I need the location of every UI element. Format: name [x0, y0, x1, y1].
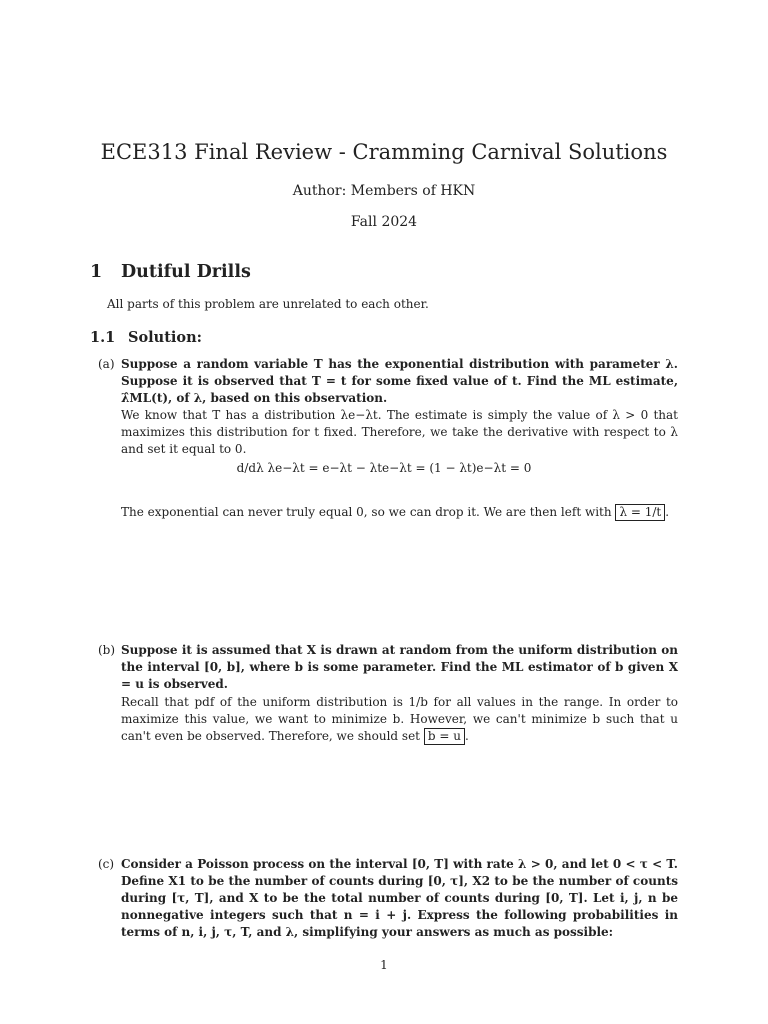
part-a-equation: d/dλ λe−λt = e−λt − λte−λt = (1 − λt)e−λt = 0	[236, 461, 532, 475]
part-b-boxed-result: b = u	[424, 728, 465, 745]
part-b-answer: Recall that pdf of the uniform distribution is 1/b for all values in the range. In order to maximize this value, we want to minimize b. However, we can't minimize b such that u can't even be observed. Therefore, we should set	[121, 695, 678, 743]
part-a-answer: We know that T has a distribution λe−λt. The estimate is simply the value of λ > 0 that maximizes this distribution for t fixed. Therefore, we take the derivative with respect to λ and set it equal to 0.	[121, 408, 678, 456]
subsection-number: 1.1	[90, 329, 116, 346]
date-line: Fall 2024	[350, 214, 418, 230]
section-title: Dutiful Drills	[121, 262, 251, 282]
author-line: Author: Members of HKN	[292, 183, 476, 199]
part-a-question: Suppose a random variable T has the exponential distribution with parameter λ. Suppose it is observed that T = t for some fixed value of t. Find the ML estimate, λ̂ML(t), of λ, based on this observation.	[121, 357, 678, 405]
part-a-boxed-result: λ = 1/t	[615, 504, 665, 521]
section-number: 1	[90, 262, 103, 282]
section-intro: All parts of this problem are unrelated to each other.	[107, 297, 429, 311]
part-c-question: Consider a Poisson process on the interval [0, T] with rate λ > 0, and let 0 < τ < T. Define X1 to be the number of counts during [0, τ], X2 to be the number of counts during [τ, T], and X to be the total number of counts during [0, T]. Let i, j, n be nonnegative integers such that n = i + j. Express the following probabilities in terms of n, i, j, τ, T, and λ, simplifying your answers as much as possible:	[121, 857, 678, 939]
part-a-conclusion: The exponential can never truly equal 0, so we can drop it. We are then left with	[121, 505, 612, 519]
part-b-question: Suppose it is assumed that X is drawn at random from the uniform distribution on the interval [0, b], where b is some parameter. Find the ML estimator of b given X = u is observed.	[121, 643, 678, 691]
part-c-label: (c)	[98, 857, 115, 871]
part-a-conclusion-line: The exponential can never truly equal 0, so we can drop it. We are then left with λ = 1/t .	[121, 505, 670, 519]
subsection-title: Solution:	[128, 329, 202, 346]
part-b-answer-line: Recall that pdf of the uniform distribution is 1/b for all values in the range. In order to maximize this value, we want to minimize b. However, we can't minimize b such that u can't even be observed. Therefore, we should set b = u .	[121, 695, 678, 743]
page-title: ECE313 Final Review - Cramming Carnival Solutions	[100, 140, 668, 164]
page-number: 1	[380, 958, 388, 972]
part-a-label: (a)	[98, 357, 115, 371]
part-b-label: (b)	[98, 643, 116, 657]
